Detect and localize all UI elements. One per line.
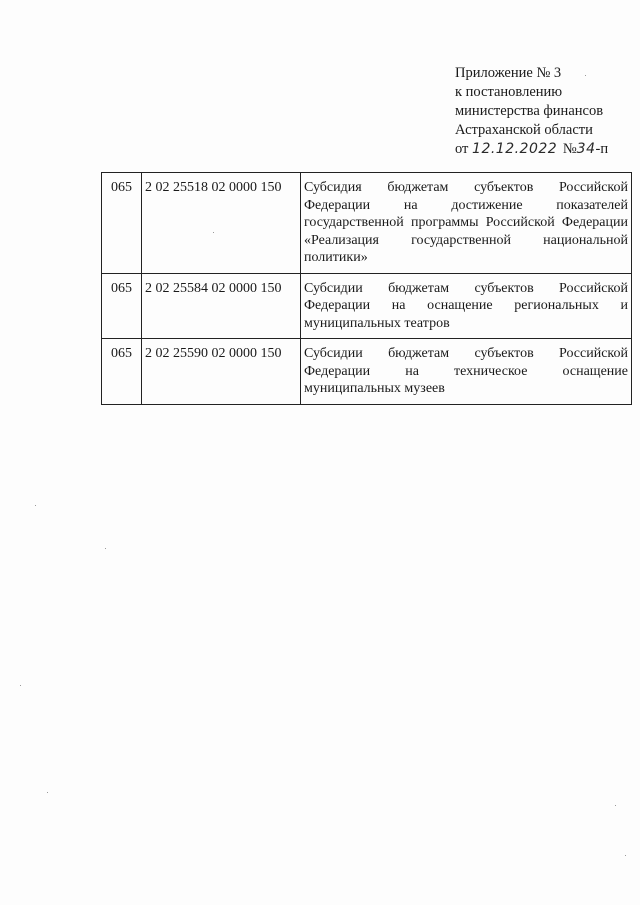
scan-speck xyxy=(105,548,106,549)
income-name-cell: Субсидии бюджетам субъектов Российской Федерации на оснащение региональных и муниципальных театров xyxy=(301,273,632,339)
appendix-title: Приложение № 3 xyxy=(455,65,562,81)
admin-code-cell: 065 xyxy=(102,173,142,274)
number-suffix: -п xyxy=(595,141,609,157)
appendix-ministry-line: министерства финансов xyxy=(455,103,604,119)
income-code-cell: 2 02 25518 02 0000 150 xyxy=(142,173,301,274)
table-row xyxy=(102,173,632,274)
scan-speck xyxy=(625,855,626,856)
income-codes-table xyxy=(101,172,632,405)
appendix-region-line: Астраханской области xyxy=(455,122,593,138)
date-prefix: от xyxy=(455,141,469,157)
handwritten-date: 12.12.2022 xyxy=(472,141,558,157)
scan-speck xyxy=(213,232,214,233)
number-sign: № xyxy=(562,141,577,157)
admin-code-cell: 065 xyxy=(102,339,142,405)
appendix-resolution-line: к постановлению xyxy=(455,84,563,100)
scan-speck xyxy=(20,685,21,686)
income-name-cell: Субсидии бюджетам субъектов Российской Федерации на техническое оснащение муниципальных музеев xyxy=(301,339,632,405)
appendix-header xyxy=(455,64,630,159)
admin-code-cell: 065 xyxy=(102,273,142,339)
table-row xyxy=(102,339,632,405)
handwritten-number: 34 xyxy=(576,141,596,157)
scan-speck xyxy=(47,792,48,793)
table-row xyxy=(102,273,632,339)
appendix-date-line xyxy=(455,140,630,159)
income-code-cell: 2 02 25584 02 0000 150 xyxy=(142,273,301,339)
income-name-cell: Субсидия бюджетам субъектов Российской Федерации на достижение показателей государственной программы Российской Федерации «Реализация государственной национальной политики» xyxy=(301,173,632,274)
scan-speck xyxy=(35,505,36,506)
scan-speck xyxy=(615,805,616,806)
income-code-cell: 2 02 25590 02 0000 150 xyxy=(142,339,301,405)
scan-speck xyxy=(585,75,586,76)
